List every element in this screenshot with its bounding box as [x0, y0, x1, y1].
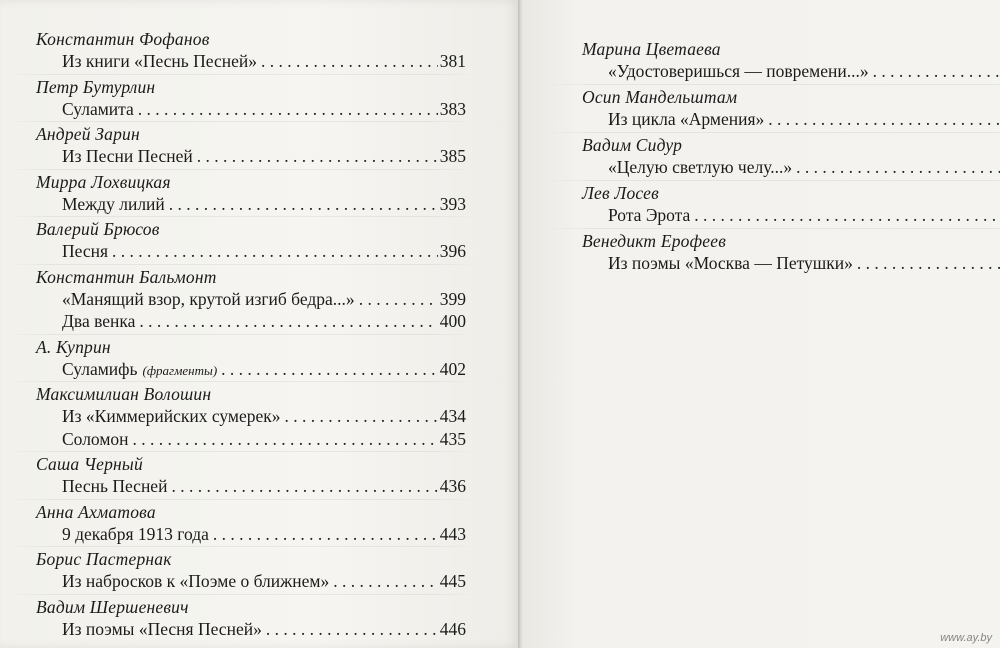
toc-author: Анна Ахматова	[36, 501, 156, 522]
toc-page-number: 435	[439, 428, 466, 449]
dot-leader	[359, 288, 438, 311]
toc-entry	[36, 548, 466, 593]
watermark: www.ay.by	[940, 632, 992, 644]
toc-entry	[36, 76, 466, 121]
toc-work-line	[36, 618, 466, 641]
entry-separator	[6, 334, 476, 335]
toc-page-number: 446	[439, 618, 466, 639]
toc-work-line	[36, 570, 466, 593]
toc-work-title: Суламита	[62, 98, 134, 119]
toc-work-note: (фрагменты)	[142, 362, 218, 378]
toc-entry	[36, 336, 466, 381]
dot-leader	[266, 618, 438, 641]
toc-work-title: Из книги «Песнь Песней»	[62, 51, 258, 71]
toc-work-line	[36, 523, 466, 546]
toc-work-title: Из Песни Песней	[62, 146, 193, 166]
toc-work-line	[36, 193, 466, 216]
toc-work-title: «Целую светлую челу...»	[608, 157, 793, 177]
toc-page-number: 434	[439, 406, 466, 426]
dot-leader	[112, 240, 438, 263]
dot-leader	[768, 108, 1000, 131]
toc-page-number: 385	[439, 146, 466, 166]
toc-author: Марина Цветаева	[582, 39, 721, 59]
toc-work-title: Из поэмы «Песня Песней»	[62, 618, 262, 639]
toc-author: А. Куприн	[36, 336, 111, 357]
dot-leader	[133, 428, 438, 451]
toc-author: Осип Мандельштам	[582, 87, 738, 107]
toc-entry	[582, 86, 1000, 131]
entry-separator	[6, 121, 476, 122]
right-toc	[582, 38, 1000, 275]
toc-page-number: 393	[439, 193, 466, 214]
toc-page-number: 399	[439, 288, 466, 309]
toc-entry	[582, 230, 1000, 275]
toc-work-title: 9 декабря 1913 года	[62, 523, 209, 544]
toc-author: Константин Бальмонт	[36, 266, 217, 287]
toc-author: Андрей Зарин	[36, 124, 140, 144]
entry-separator	[542, 228, 1000, 229]
toc-work-line	[582, 156, 1000, 179]
entry-separator	[6, 546, 476, 547]
toc-work-title: Суламифь	[62, 358, 138, 379]
toc-work-line	[36, 50, 466, 73]
toc-work-line	[36, 405, 466, 428]
toc-page-number: 396	[439, 241, 466, 261]
toc-work-line	[582, 204, 1000, 227]
dot-leader	[261, 50, 438, 73]
entry-separator	[6, 169, 476, 170]
toc-work-title: Песнь Песней	[62, 476, 168, 496]
toc-entry	[36, 383, 466, 450]
toc-work-line	[36, 98, 466, 121]
dot-leader	[873, 60, 1000, 83]
toc-page-number: 381	[439, 51, 466, 71]
toc-entry	[582, 38, 1000, 83]
toc-work-title: Песня	[62, 241, 109, 261]
toc-author: Максимилиан Волошин	[36, 384, 212, 404]
dot-leader	[171, 475, 437, 498]
toc-page-number: 383	[439, 98, 466, 119]
toc-work-title: Между лилий	[62, 193, 165, 214]
entry-separator	[6, 74, 476, 75]
dot-leader	[333, 570, 438, 593]
toc-work-line	[36, 288, 466, 311]
toc-entry	[36, 218, 466, 263]
right-page	[522, 0, 1000, 648]
toc-work-title: Из «Киммерийских сумерек»	[62, 406, 281, 426]
dot-leader	[138, 98, 438, 121]
dot-leader	[197, 145, 438, 168]
toc-work-title: Из поэмы «Москва — Петушки»	[608, 253, 853, 273]
toc-author: Вадим Шершеневич	[36, 596, 189, 617]
toc-author: Валерий Брюсов	[36, 219, 160, 239]
toc-entry	[36, 596, 466, 641]
toc-page-number: 400	[439, 311, 466, 331]
entry-separator	[542, 180, 1000, 181]
entry-separator	[6, 264, 476, 265]
left-toc	[36, 28, 466, 640]
toc-entry	[36, 501, 466, 546]
dot-leader	[221, 358, 438, 381]
dot-leader	[169, 193, 438, 216]
toc-work-line	[36, 145, 466, 168]
toc-author: Вадим Сидур	[582, 135, 683, 155]
toc-author: Петр Бутурлин	[36, 76, 156, 97]
toc-work-line	[36, 475, 466, 498]
toc-work-title: Два венка	[62, 311, 136, 331]
toc-entry	[36, 123, 466, 168]
toc-author: Константин Фофанов	[36, 29, 210, 49]
dot-leader	[857, 252, 1000, 275]
entry-separator	[542, 132, 1000, 133]
toc-work-title: Соломон	[62, 428, 129, 449]
entry-separator	[6, 499, 476, 500]
toc-work-title: Из цикла «Армения»	[608, 109, 765, 129]
toc-work-line	[36, 240, 466, 263]
dot-leader	[796, 156, 1000, 179]
toc-work-line	[36, 428, 466, 451]
toc-entry	[36, 171, 466, 216]
dot-leader	[213, 523, 438, 546]
entry-separator	[6, 594, 476, 595]
toc-entry	[582, 182, 1000, 227]
toc-author: Лев Лосев	[582, 183, 659, 203]
toc-work-title: Рота Эрота	[608, 205, 691, 225]
toc-author: Мирра Лохвицкая	[36, 171, 171, 192]
toc-work-line	[36, 310, 466, 333]
dot-leader	[694, 204, 1000, 227]
toc-work-title: Из набросков к «Поэме о ближнем»	[62, 571, 330, 591]
toc-page-number: 402	[439, 358, 466, 379]
dot-leader	[285, 405, 438, 428]
toc-author: Саша Черный	[36, 454, 143, 474]
toc-work-line	[36, 358, 466, 381]
toc-work-title: «Удостоверишься — повремени...»	[608, 61, 869, 81]
toc-author: Борис Пастернак	[36, 549, 172, 569]
entry-separator	[6, 451, 476, 452]
toc-entry	[36, 266, 466, 333]
toc-page-number: 436	[439, 476, 466, 496]
toc-entry	[36, 28, 466, 73]
toc-work-line	[582, 60, 1000, 83]
dot-leader	[139, 310, 437, 333]
toc-work-line	[582, 108, 1000, 131]
entry-separator	[6, 381, 476, 382]
toc-entry	[36, 453, 466, 498]
toc-entry	[582, 134, 1000, 179]
toc-page-number: 445	[439, 571, 466, 591]
entry-separator	[542, 84, 1000, 85]
toc-author: Венедикт Ерофеев	[582, 231, 726, 251]
toc-page-number: 443	[439, 523, 466, 544]
entry-separator	[6, 216, 476, 217]
toc-work-title: «Манящий взор, крутой изгиб бедра...»	[62, 288, 355, 309]
toc-work-line	[582, 252, 1000, 275]
